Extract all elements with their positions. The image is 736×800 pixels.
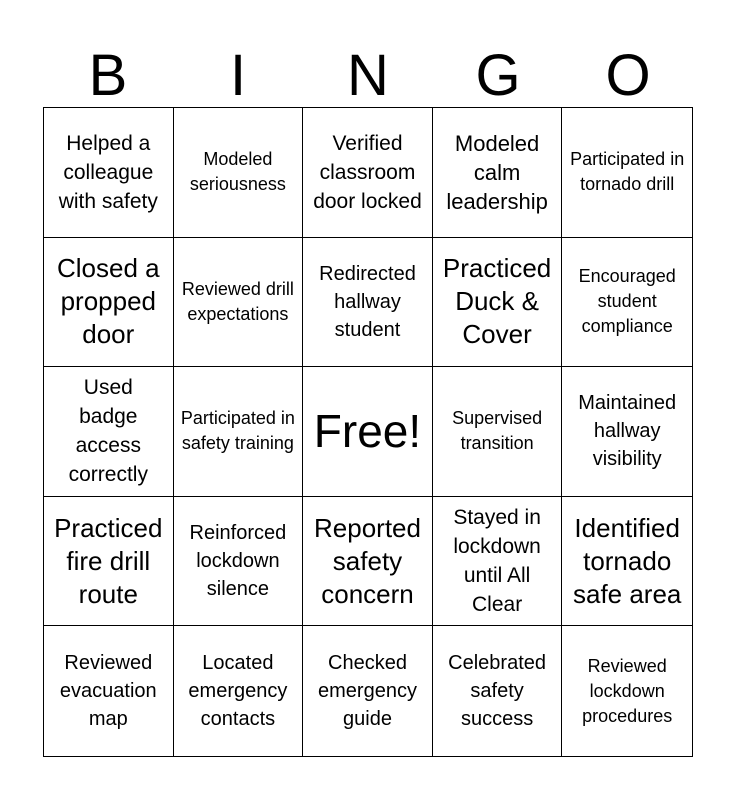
cell-text: Reported safety concern [314, 512, 421, 609]
bingo-cell[interactable] [174, 367, 304, 497]
bingo-header [43, 42, 693, 108]
cell-text: Used badge access correctly [68, 376, 148, 487]
bingo-cell[interactable] [174, 108, 304, 238]
bingo-cell[interactable] [562, 367, 692, 497]
cell-text: Closed a propped door [56, 253, 160, 350]
bingo-cell[interactable] [433, 626, 563, 756]
cell-text: Located emergency contacts [188, 652, 288, 731]
cell-text: Participated in tornado drill [570, 149, 685, 195]
cell-text: Modeled seriousness [189, 149, 286, 195]
bingo-cell[interactable] [433, 497, 563, 627]
cell-text: Redirected hallway student [319, 262, 416, 341]
bingo-cell[interactable] [174, 626, 304, 756]
bingo-cell[interactable] [44, 497, 174, 627]
header-letter-b: B [88, 43, 128, 108]
cell-text: Encouraged student compliance [578, 266, 676, 337]
bingo-cell[interactable] [44, 367, 174, 497]
cell-text: Maintained hallway visibility [578, 392, 677, 471]
cell-text: Reinforced lockdown silence [189, 522, 287, 601]
free-space-cell[interactable] [303, 367, 433, 497]
bingo-cell[interactable] [174, 497, 304, 627]
header-letter-o: O [605, 43, 651, 108]
bingo-cell[interactable] [303, 108, 433, 238]
cell-text: Checked emergency guide [318, 652, 417, 731]
cell-text: Verified classroom door locked [313, 131, 422, 213]
cell-text: Celebrated safety success [448, 652, 547, 731]
bingo-board [43, 107, 693, 757]
bingo-cell[interactable] [433, 367, 563, 497]
cell-text: Supervised transition [452, 408, 543, 454]
bingo-cell[interactable] [44, 238, 174, 368]
cell-text: Modeled calm leadership [446, 130, 548, 214]
cell-text: Helped a colleague with safety [58, 131, 158, 213]
bingo-cell[interactable] [433, 108, 563, 238]
header-letter-g: G [475, 43, 521, 108]
bingo-cell[interactable] [562, 238, 692, 368]
bingo-cell[interactable] [44, 626, 174, 756]
bingo-cell[interactable] [303, 238, 433, 368]
cell-text: Reviewed evacuation map [59, 652, 157, 731]
cell-text: Practiced fire drill route [54, 512, 163, 609]
bingo-cell[interactable] [44, 108, 174, 238]
free-space-text: Free! [313, 405, 422, 458]
cell-text: Practiced Duck & Cover [442, 253, 552, 350]
cell-text: Reviewed drill expectations [181, 278, 294, 324]
cell-text: Stayed in lockdown until All Clear [453, 506, 541, 617]
bingo-cell[interactable] [562, 108, 692, 238]
bingo-cell[interactable] [562, 497, 692, 627]
cell-text: Participated in safety training [180, 408, 295, 454]
cell-text: Identified tornado safe area [572, 512, 682, 609]
bingo-cell[interactable] [303, 626, 433, 756]
cell-text: Reviewed lockdown procedures [582, 655, 673, 726]
bingo-cell[interactable] [303, 497, 433, 627]
bingo-cell[interactable] [174, 238, 304, 368]
bingo-cell[interactable] [562, 626, 692, 756]
header-letter-n: N [347, 43, 389, 108]
header-letter-i: I [229, 43, 247, 108]
bingo-cell[interactable] [433, 238, 563, 368]
